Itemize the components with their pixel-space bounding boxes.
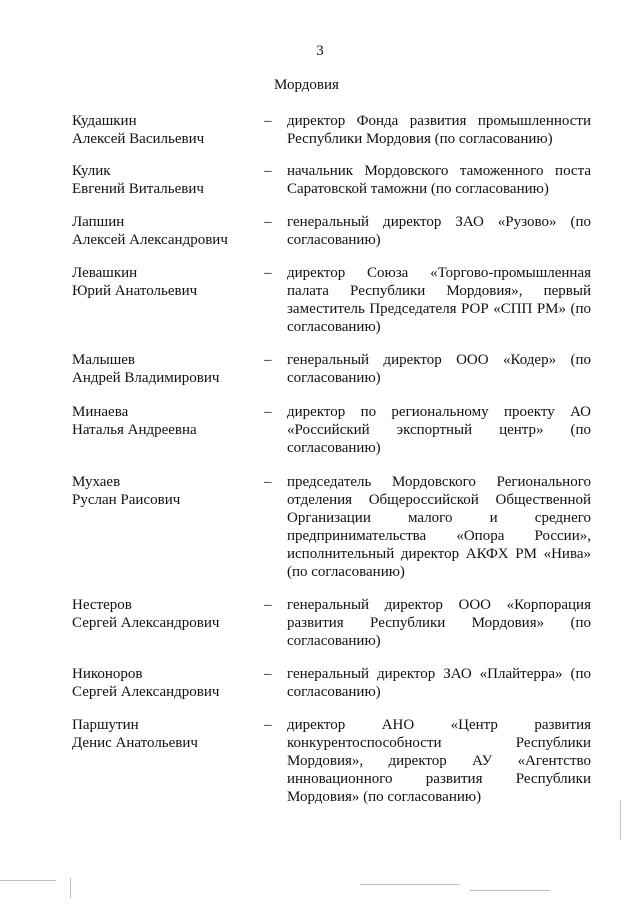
member-given-name: Руслан Раисович <box>72 492 181 508</box>
dash-separator: – <box>264 474 272 490</box>
member-position: директор АНО «Центр развития конкурентоспособности Республики Мордовия», директор АУ «Агентство инновационного развития Республики Мордовия» (по согласованию) <box>287 717 591 805</box>
dash-separator: – <box>264 265 272 281</box>
member-given-name: Денис Анатольевич <box>72 735 198 751</box>
member-given-name: Алексей Васильевич <box>72 131 205 147</box>
member-position: директор по региональному проекту АО «Российский экспортный центр» (по согласованию) <box>287 404 591 456</box>
region-heading: Мордовия <box>274 77 339 93</box>
member-name <box>72 162 262 198</box>
member-name <box>72 596 262 632</box>
member-surname: Кудашкин <box>72 113 137 129</box>
member-surname: Паршутин <box>72 717 139 733</box>
dash-separator: – <box>264 717 272 733</box>
member-name <box>72 665 262 701</box>
member-surname: Мухаев <box>72 474 121 490</box>
member-surname: Никоноров <box>72 666 143 682</box>
dash-separator: – <box>264 214 272 230</box>
member-given-name: Наталья Андреевна <box>72 422 197 438</box>
member-given-name: Сергей Александрович <box>72 684 220 700</box>
member-position: генеральный директор ООО «Корпорация развития Республики Мордовия» (по согласованию) <box>287 597 591 649</box>
member-given-name: Юрий Анатольевич <box>72 283 198 299</box>
member-position: генеральный директор ЗАО «Плайтерра» (по согласованию) <box>287 666 591 700</box>
member-name <box>72 112 262 148</box>
member-name <box>72 473 262 509</box>
member-surname: Левашкин <box>72 265 138 281</box>
dash-separator: – <box>264 113 272 129</box>
member-name <box>72 403 262 439</box>
member-position: директор Фонда развития промышленности Республики Мордовия (по согласованию) <box>287 113 591 147</box>
scan-artifact <box>470 890 550 891</box>
dash-separator: – <box>264 404 272 420</box>
member-position: директор Союза «Торгово-промышленная палата Республики Мордовия», первый заместитель Председателя РОР «СПП РМ» (по согласованию) <box>287 265 591 335</box>
dash-separator: – <box>264 352 272 368</box>
member-given-name: Евгений Витальевич <box>72 181 204 197</box>
member-position: генеральный директор ЗАО «Рузово» (по согласованию) <box>287 214 591 248</box>
dash-separator: – <box>264 666 272 682</box>
member-surname: Минаева <box>72 404 129 420</box>
scan-artifact <box>0 880 56 881</box>
dash-separator: – <box>264 597 272 613</box>
member-surname: Нестеров <box>72 597 132 613</box>
member-name <box>72 351 262 387</box>
member-surname: Малышев <box>72 352 135 368</box>
member-position: председатель Мордовского Регионального отделения Общероссийской Общественной Организации малого и среднего предпринимательства «Опора России», исполнительный директор АКФХ РМ «Нива» (по согласованию) <box>287 474 591 580</box>
member-position: начальник Мордовского таможенного поста Саратовской таможни (по согласованию) <box>287 163 591 197</box>
member-given-name: Сергей Александрович <box>72 615 220 631</box>
member-given-name: Андрей Владимирович <box>72 370 220 386</box>
member-position: генеральный директор ООО «Кодер» (по согласованию) <box>287 352 591 386</box>
member-name <box>72 716 262 752</box>
member-given-name: Алексей Александрович <box>72 232 228 248</box>
scan-artifact <box>70 878 71 898</box>
member-name <box>72 264 262 300</box>
member-surname: Лапшин <box>72 214 125 230</box>
member-surname: Кулик <box>72 163 111 179</box>
dash-separator: – <box>264 163 272 179</box>
page-number: 3 <box>316 43 324 59</box>
scan-artifact <box>360 884 460 885</box>
member-name <box>72 213 262 249</box>
scan-artifact <box>620 800 621 840</box>
